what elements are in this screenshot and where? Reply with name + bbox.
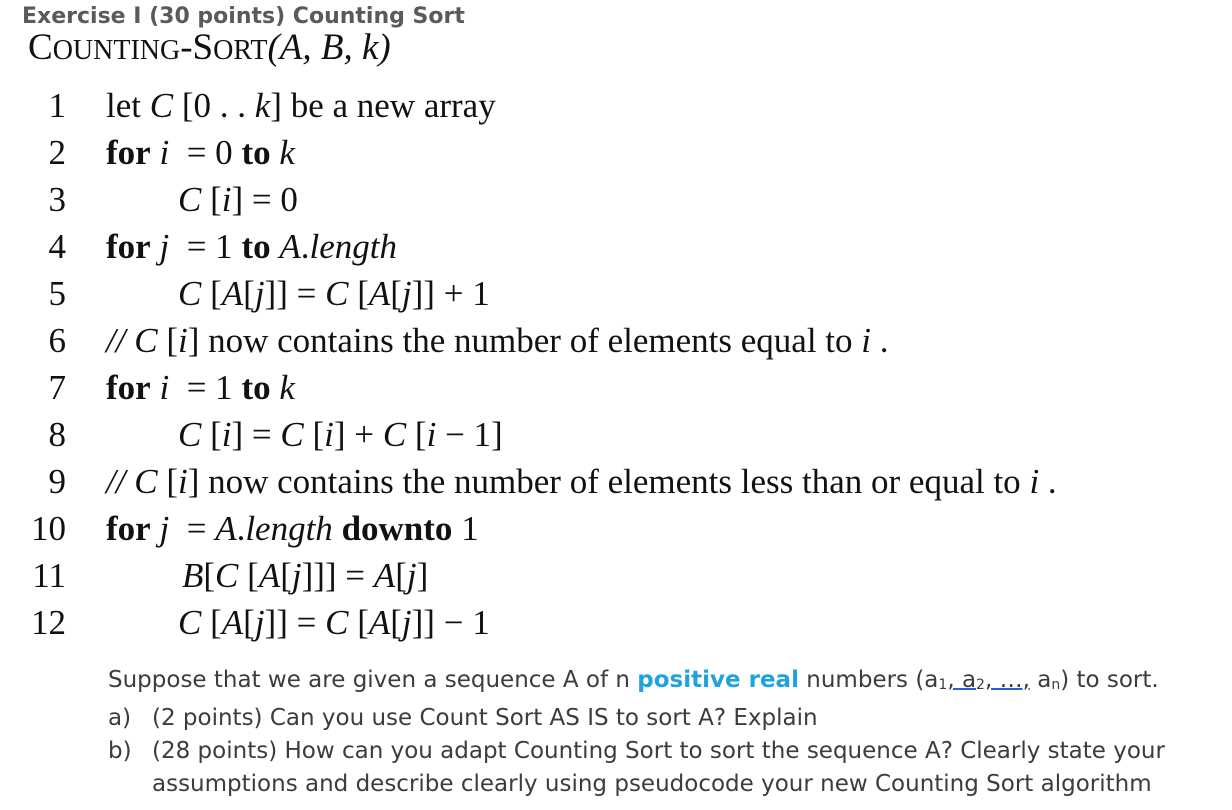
question-intro: Suppose that we are given a sequence A of n positive real numbers (a1, a2, …, an) to sort. <box>108 667 1159 693</box>
line-number: 10 <box>31 509 66 548</box>
algorithm-title: COUNTING-SORT(A, B, k) <box>28 27 391 68</box>
question-part-a: a) (2 points) Can you use Count Sort AS IS to sort A? Explain <box>108 705 818 731</box>
line-number: 8 <box>48 415 66 454</box>
line-number: 3 <box>48 180 66 219</box>
line-number: 7 <box>48 368 66 407</box>
line-number: 11 <box>32 556 66 595</box>
exercise-header: Exercise I (30 points) Counting Sort <box>22 4 465 29</box>
line-number: 2 <box>48 133 66 172</box>
line-number: 5 <box>48 274 66 313</box>
highlight-positive-real: positive real <box>637 667 799 693</box>
line-number: 4 <box>48 227 66 266</box>
line-number: 12 <box>31 603 66 642</box>
question-part-b: b) (28 points) How can you adapt Counting Sort to sort the sequence A? Clearly state your assumptions and describe clearly using pseudocode your new Counting Sort algorithm <box>108 738 1165 797</box>
line-number: 6 <box>48 321 66 360</box>
question-block <box>108 664 1218 801</box>
line-number: 1 <box>48 86 66 125</box>
line-number: 9 <box>48 462 66 501</box>
